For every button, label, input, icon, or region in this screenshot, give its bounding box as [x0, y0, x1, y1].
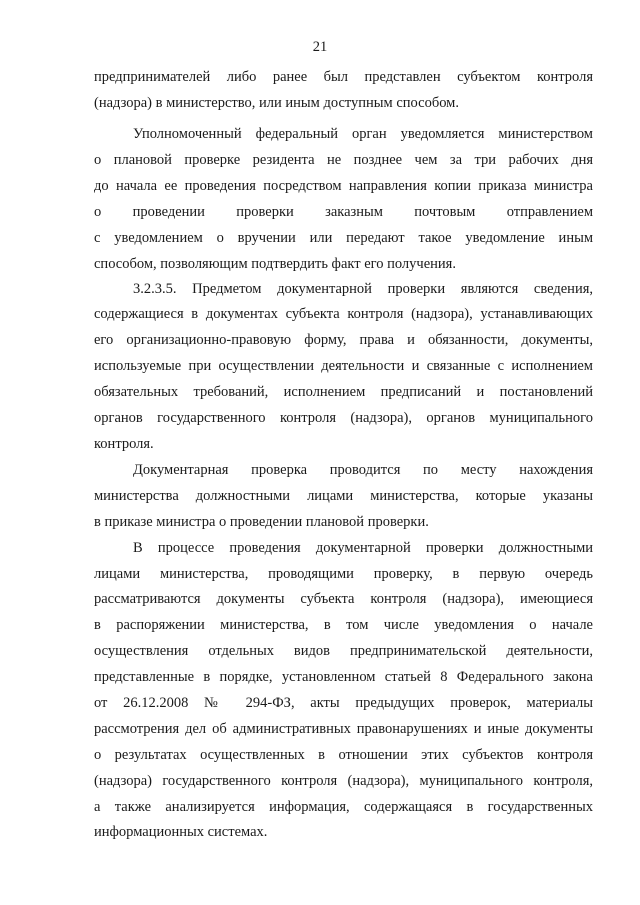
paragraph-2-line-5: с уведомлением о вручении или передают такое уведомление иным	[94, 230, 593, 246]
paragraph-2-line-1: Уполномоченный федеральный орган уведомляется министерством	[133, 126, 593, 142]
paragraph-3-line-1: 3.2.3.5. Предметом документарной проверки являются сведения,	[133, 281, 593, 297]
paragraph-5-line-12: информационных системах.	[94, 824, 268, 840]
paragraph-4-line-2: министерства должностными лицами министерства, которые указаны	[94, 488, 593, 504]
paragraph-2-line-2: о плановой проверке резидента не позднее чем за три рабочих дня	[94, 152, 593, 168]
paragraph-5-line-4: в распоряжении министерства, в том числе уведомления о начале	[94, 617, 593, 633]
paragraph-3-line-2: содержащиеся в документах субъекта контроля (надзора), устанавливающих	[94, 306, 593, 322]
paragraph-4-line-3: в приказе министра о проведении плановой проверки.	[94, 514, 429, 530]
paragraph-3-line-6: органов государственного контроля (надзора), органов муниципального	[94, 410, 593, 426]
paragraph-2-line-3: до начала ее проведения посредством направления копии приказа министра	[94, 178, 593, 194]
paragraph-5-line-7: от 26.12.2008 № 294-ФЗ, акты предыдущих проверок, материалы	[94, 695, 593, 711]
paragraph-2-line-6: способом, позволяющим подтвердить факт его получения.	[94, 256, 456, 272]
paragraph-5-line-11: а также анализируется информация, содержащаяся в государственных	[94, 799, 593, 815]
page-number: 21	[312, 39, 328, 55]
paragraph-1-line-1: предпринимателей либо ранее был представлен субъектом контроля	[94, 69, 593, 85]
paragraph-5-line-8: рассмотрения дел об административных правонарушениях и иные документы	[94, 721, 593, 737]
paragraph-5-line-9: о результатах осуществленных в отношении этих субъектов контроля	[94, 747, 593, 763]
paragraph-3-line-4: используемые при осуществлении деятельности и связанные с исполнением	[94, 358, 593, 374]
paragraph-3-line-5: обязательных требований, исполнением предписаний и постановлений	[94, 384, 593, 400]
paragraph-1-line-2: (надзора) в министерство, или иным доступным способом.	[94, 95, 459, 111]
paragraph-3-line-3: его организационно-правовую форму, права и обязанности, документы,	[94, 332, 593, 348]
paragraph-5-line-5: осуществления отдельных видов предпринимательской деятельности,	[94, 643, 593, 659]
paragraph-5-line-6: представленные в порядке, установленном статьей 8 Федерального закона	[94, 669, 593, 685]
paragraph-3-line-7: контроля.	[94, 436, 154, 452]
paragraph-5-line-1: В процессе проведения документарной проверки должностными	[133, 540, 593, 556]
paragraph-2-line-4: о проведении проверки заказным почтовым отправлением	[94, 204, 593, 220]
paragraph-5-line-2: лицами министерства, проводящими проверку, в первую очередь	[94, 566, 593, 582]
paragraph-4-line-1: Документарная проверка проводится по месту нахождения	[133, 462, 593, 478]
paragraph-5-line-10: (надзора) государственного контроля (надзора), муниципального контроля,	[94, 773, 593, 789]
paragraph-5-line-3: рассматриваются документы субъекта контроля (надзора), имеющиеся	[94, 591, 593, 607]
